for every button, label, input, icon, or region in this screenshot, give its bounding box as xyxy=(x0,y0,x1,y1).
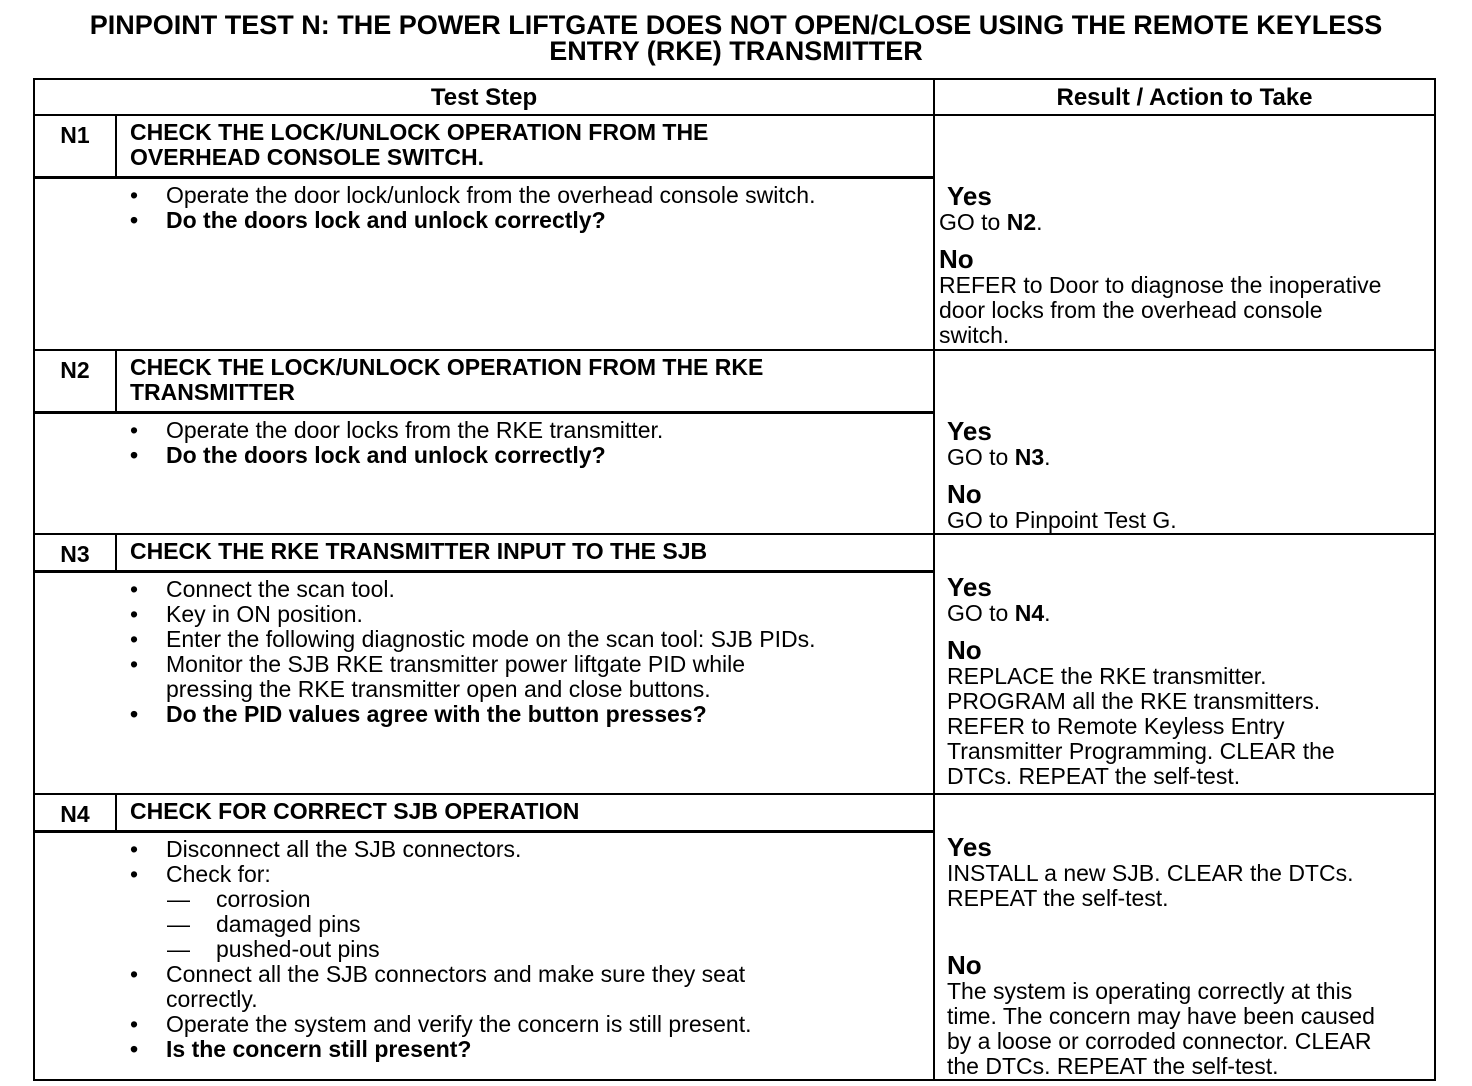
pinpoint-test-table xyxy=(33,78,1436,1081)
result-yes-label: Yes xyxy=(947,181,992,211)
table-header-row xyxy=(34,79,1435,115)
result-no-label: No xyxy=(947,949,982,980)
step-heading xyxy=(116,794,934,832)
bullet-item: • Disconnect all the SJB connectors. xyxy=(35,837,933,862)
bullet-item: • Monitor the SJB RKE transmitter power liftgate PID while xyxy=(35,652,933,677)
result-yes-line: INSTALL a new SJB. CLEAR the DTCs. xyxy=(947,859,1354,886)
result-yes-label: Yes xyxy=(947,831,992,862)
step-n2-result xyxy=(934,350,1435,535)
bullet-question: • Do the PID values agree with the button presses? xyxy=(35,702,933,727)
result-no-line: the DTCs. REPEAT the self-test. xyxy=(947,1052,1279,1079)
step-bullets xyxy=(35,573,933,727)
result-yes-action: GO to N4. xyxy=(947,600,1051,626)
step-id: N1 xyxy=(34,115,116,178)
bullet-question: • Do the doors lock and unlock correctly? xyxy=(35,208,933,233)
step-n1-heading-row xyxy=(34,115,1435,178)
result-yes-label: Yes xyxy=(947,415,992,446)
step-heading xyxy=(116,115,934,178)
step-bullets xyxy=(35,179,933,233)
step-bullets xyxy=(35,414,933,468)
bullet-question: • Is the concern still present? xyxy=(35,1037,933,1062)
result-no-line: Transmitter Programming. CLEAR the xyxy=(947,738,1335,764)
result-no-line: GO to Pinpoint Test G. xyxy=(947,506,1177,533)
column-header-test-step: Test Step xyxy=(34,79,934,115)
step-heading xyxy=(116,350,934,413)
result-no-line: REFER to Door to diagnose the inoperative xyxy=(939,272,1382,298)
result-no-line: The system is operating correctly at this xyxy=(947,977,1353,1004)
step-id: N4 xyxy=(34,794,116,832)
result-no-label: No xyxy=(947,478,982,509)
sub-item: — damaged pins xyxy=(35,912,933,937)
step-heading-line: CHECK FOR CORRECT SJB OPERATION xyxy=(130,797,580,824)
step-n1-result xyxy=(934,115,1435,350)
column-header-result: Result / Action to Take xyxy=(934,79,1435,115)
title-line-2: ENTRY (RKE) TRANSMITTER xyxy=(549,36,923,66)
bullet-item: • Key in ON position. xyxy=(35,602,933,627)
step-body xyxy=(34,412,934,534)
sub-item: — pushed-out pins xyxy=(35,937,933,962)
step-heading-line: TRANSMITTER xyxy=(130,378,295,405)
bullet-item: • Operate the door lock/unlock from the overhead console switch. xyxy=(35,183,933,208)
result-no-label: No xyxy=(947,635,982,665)
bullet-continuation: correctly. xyxy=(166,985,258,1012)
bullet-item: • Enter the following diagnostic mode on the scan tool: SJB PIDs. xyxy=(35,627,933,652)
result-no-line: switch. xyxy=(939,322,1010,348)
bullet-item: • Check for: xyxy=(35,862,933,887)
result-no-line: door locks from the overhead console xyxy=(939,297,1323,323)
bullet-item: • Operate the door locks from the RKE transmitter. xyxy=(35,418,933,443)
step-id: N3 xyxy=(34,534,116,572)
step-id: N2 xyxy=(34,350,116,413)
result-no-line: by a loose or corroded connector. CLEAR xyxy=(947,1027,1372,1054)
bullet-continuation: pressing the RKE transmitter open and close buttons. xyxy=(166,676,711,702)
step-heading-line: CHECK THE LOCK/UNLOCK OPERATION FROM THE RKE xyxy=(130,353,764,380)
result-no-line: REFER to Remote Keyless Entry xyxy=(947,713,1285,739)
result-spacer xyxy=(947,911,1428,941)
result-no-line: REPLACE the RKE transmitter. xyxy=(947,663,1267,689)
step-body xyxy=(34,572,934,794)
step-bullets xyxy=(35,833,933,1062)
step-body xyxy=(34,831,934,1080)
step-heading-line: OVERHEAD CONSOLE SWITCH. xyxy=(130,144,484,170)
page-title xyxy=(0,12,1472,64)
bullet-item: • Connect all the SJB connectors and make sure they seat xyxy=(35,962,933,987)
result-no-line: time. The concern may have been caused xyxy=(947,1002,1375,1029)
bullet-item: • Connect the scan tool. xyxy=(35,577,933,602)
step-heading-line: CHECK THE RKE TRANSMITTER INPUT TO THE SJB xyxy=(130,538,708,564)
step-heading xyxy=(116,534,934,572)
result-yes-action: GO to N3. xyxy=(947,443,1051,470)
result-no-line: DTCs. REPEAT the self-test. xyxy=(947,763,1241,789)
step-body xyxy=(34,178,934,350)
step-n3-result xyxy=(934,534,1435,794)
title-line-1: PINPOINT TEST N: THE POWER LIFTGATE DOES NOT OPEN/CLOSE USING THE REMOTE KEYLESS xyxy=(89,10,1383,40)
sub-item: — corrosion xyxy=(35,887,933,912)
step-n4-heading-row xyxy=(34,794,1435,832)
result-no-label: No xyxy=(939,244,974,274)
step-heading-line: CHECK THE LOCK/UNLOCK OPERATION FROM THE xyxy=(130,119,709,145)
result-yes-action: GO to N2. xyxy=(939,209,1043,235)
step-n2-heading-row xyxy=(34,350,1435,413)
result-no-line: PROGRAM all the RKE transmitters. xyxy=(947,688,1321,714)
bullet-item: • Operate the system and verify the concern is still present. xyxy=(35,1012,933,1037)
step-n4-result xyxy=(934,794,1435,1080)
result-yes-label: Yes xyxy=(947,572,992,602)
step-n3-heading-row xyxy=(34,534,1435,572)
bullet-question: • Do the doors lock and unlock correctly? xyxy=(35,443,933,468)
result-yes-line: REPEAT the self-test. xyxy=(947,884,1169,911)
